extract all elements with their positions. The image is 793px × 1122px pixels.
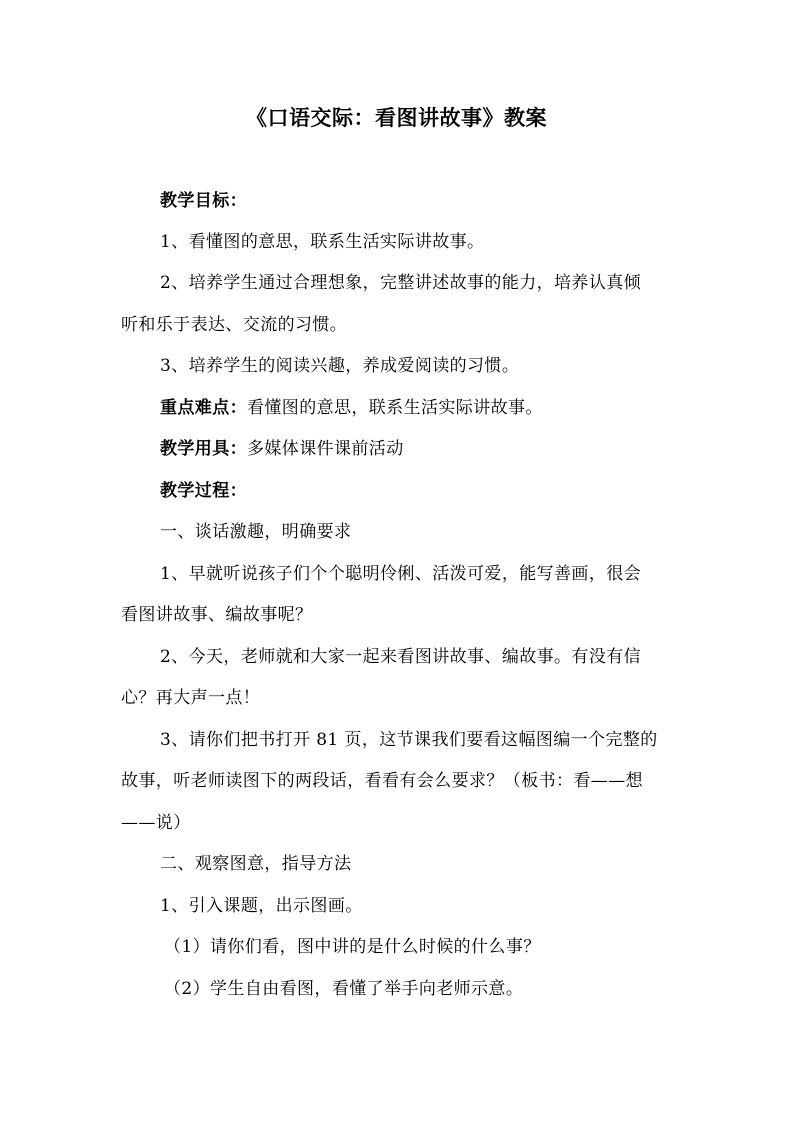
key-points-paragraph [160,397,543,419]
process-item-2-line-1: 2、今天，老师就和大家一起来看图讲故事、编故事。有没有信 [160,647,642,667]
section-1-heading: 一、谈话激趣，明确要求 [160,522,352,542]
process-item-1-line-2: 看图讲故事、编故事呢？ [121,605,313,625]
section-2-question-1: （1）请你们看，图中讲的是什么时候的什么事？ [164,937,541,957]
objective-item-1: 1、看懂图的意思，联系生活实际讲故事。 [160,232,485,252]
key-points-label: 重点难点： [160,398,247,418]
objectives-heading: 教学目标： [160,191,247,211]
page-title: 《口语交际：看图讲故事》教案 [246,105,547,130]
process-heading: 教学过程： [160,481,247,501]
objective-item-2-line-1: 2、培养学生通过合理想象，完整讲述故事的能力，培养认真倾 [160,273,642,293]
objective-item-3: 3、培养学生的阅读兴趣，养成爱阅读的习惯。 [160,356,520,376]
process-item-2-line-2: 心？再大声一点！ [121,688,261,708]
tools-paragraph [160,438,404,460]
process-item-1-line-1: 1、早就听说孩子们个个聪明伶俐、活泼可爱，能写善画，很会 [160,564,642,584]
key-points-text: 看懂图的意思，联系生活实际讲故事。 [247,398,543,418]
tools-label: 教学用具： [160,439,247,459]
tools-text: 多媒体课件课前活动 [247,439,404,459]
section-2-item-1: 1、引入课题，出示图画。 [160,896,363,916]
process-item-3-line-3: ——说） [121,813,191,833]
objective-item-2-line-2: 听和乐于表达、交流的习惯。 [121,315,348,335]
process-item-3-line-2: 故事，听老师读图下的两段话，看看有会么要求？（板书：看——想 [121,771,643,791]
section-2-question-2: （2）学生自由看图，看懂了举手向老师示意。 [164,979,524,999]
section-2-heading: 二、观察图意，指导方法 [160,854,352,874]
process-item-3-line-1: 3、请你们把书打开 81 页，这节课我们要看这幅图编一个完整的 [160,730,658,750]
